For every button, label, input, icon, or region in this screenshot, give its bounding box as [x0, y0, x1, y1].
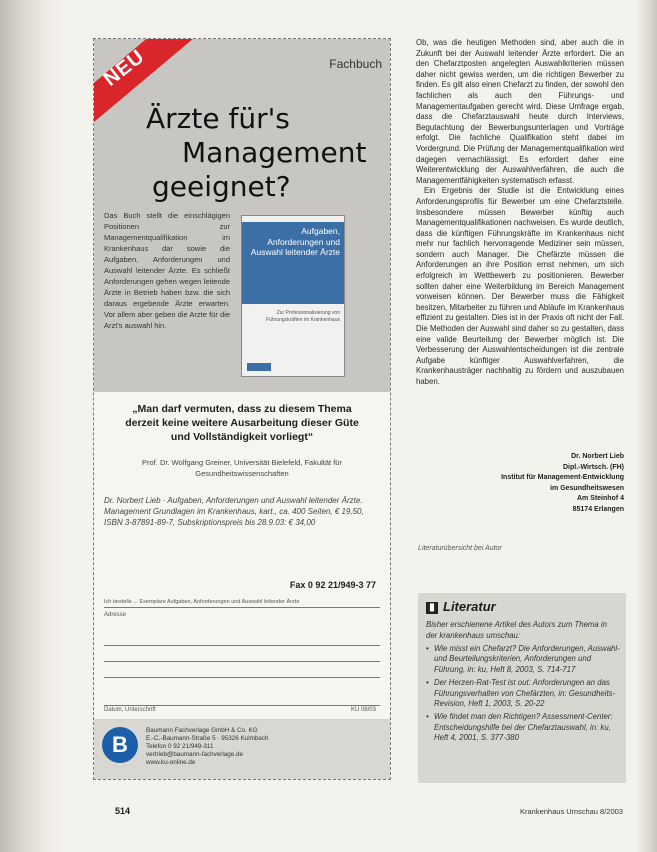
fax-number: Fax 0 92 21/949-3 77 — [289, 580, 376, 590]
form-code: KU 08/03 — [350, 707, 376, 713]
literature-intro: Bisher erschienene Artikel des Autors zum Thema in der krankenhaus umschau: — [426, 620, 607, 640]
literature-note: Literaturübersicht bei Autor — [418, 545, 502, 552]
article-paragraph: Ob, was die heutigen Methoden sind, aber auch die in Zukunft bei der Auswahl leitender Ärzte erfordert. Die an den Chefarztposten angelegten Auswahlkriterien müssen daher nicht gewiss werden, um die richtigen Bewerber zu finden. Es gilt also einen Chefarzt zu finden, der sowohl den fachlichen als auch den Führungs- und Managementaufgaben gerecht wird. Diese Umfrage ergab, dass die Chefarztauswahl heute durch Interviews, Begutachtung der Bewerbungsunterlagen und Vorträge erfolgt. Die fachliche Qualifikation steht dabei im Vordergrund. Die Prüfung der Managementqualifikation wird dagegen vernachlässigt. Es erfordert daher eine Weiterentwicklung der Auswahlverfahren, die auch die Managementfähigkeiten systematisch erfasst. — [416, 38, 624, 185]
page-gutter-right — [635, 0, 657, 852]
review-quote: „Man darf vermuten, dass zu diesem Thema derzeit keine weitere Ausarbeitung dieser Güte und Vollständigkeit vorliegt“ — [125, 403, 359, 443]
cover-publisher-logo — [247, 363, 271, 371]
book-cover-image — [241, 215, 345, 377]
literature-heading-text: Literatur — [443, 599, 496, 614]
signature-line[interactable] — [104, 705, 380, 706]
address-label: Adresse — [104, 612, 127, 618]
order-form-line[interactable] — [104, 607, 380, 608]
literature-heading — [426, 599, 496, 614]
author-city: 85174 Erlangen — [572, 505, 624, 513]
article-body — [416, 38, 624, 388]
cover-title: Aufgaben, Anforderungen und Auswahl leitender Ärzte — [250, 226, 340, 257]
author-name: Dr. Norbert Lieb — [571, 453, 624, 460]
publisher-panel — [94, 719, 390, 779]
publisher-street: E.-C.-Baumann-Straße 5 · 95326 Kulmbach — [146, 735, 269, 742]
quote-source: Prof. Dr. Wolfgang Greiner, Universität Bielefeld, Fakultät für Gesundheitswissenschaften — [142, 458, 342, 478]
publisher-phone: Telefon 0 92 21/949-311 — [146, 743, 214, 750]
publisher-email[interactable]: vertrieb@baumann-fachverlage.de — [146, 751, 244, 758]
article-paragraph: Ein Ergebnis der Studie ist die Entwicklung eines Anforderungsprofils für Bewerber um eine Chefarztstelle. Insbesondere müssen Bewerber künftig auch Managementqualifikationen nachweisen. Es wurde deutlich, dass die künftigen Führungskräfte im Krankenhaus nicht mehr nur fachlich hervorragende Mediziner sein müssen, sondern auch Manager. Die Chefärzte müssen die Anforderungen an ihre Position ernst nehmen, um sich erfolgreich im Wettbewerb zu positionieren. Bewerber sollten daher eine Weiterbildung im Bereich Management vorweisen können. Der Bewerber muss die Fähigkeit besitzen, Mitarbeiter zu führen und Abläufe im Krankenhaus effizient zu gestalten. Dies ist in der Praxis oft nicht der Fall. Die Methoden der Auswahl sind daher so zu gestalten, dass eine valide Beurteilung der Bewerber möglich ist. Die Verbesserung der Auswahlentscheidungen ist die zentrale Aufgabe künftiger Auswahlverfahren, die Krankenhausträger nachhaltig zu fördern und auszubauen haben. — [416, 186, 624, 386]
publisher-address — [146, 727, 376, 767]
page-gutter-left — [0, 0, 62, 852]
literature-item: • Wie misst ein Chefarzt? Die Anforderungen, Auswahl- und Beurteilungskriterien, Anforderungen und Führung, in: ku, Heft 8, 2003, S. 714-717 — [426, 644, 620, 675]
signature-label: Datum, Unterschrift — [104, 707, 156, 713]
headline-line-1: Ärzte für's — [146, 102, 290, 135]
order-form-text: Ich bestelle ... Exemplare Aufgaben, Anforderungen und Auswahl leitender Ärzte — [104, 599, 300, 605]
literature-item: • Wie findet man den Richtigen? Assessment-Center: Entscheidungshilfe bei der Chefarztauswahl, in: ku, Heft 4, 2001, S. 377-380 — [426, 712, 620, 743]
headline-line-2: Management — [182, 136, 367, 169]
address-line-2[interactable] — [104, 661, 380, 662]
author-street: Am Steinhof 4 — [576, 495, 624, 502]
category-label: Fachbuch — [329, 57, 382, 71]
publisher-website[interactable]: www.ku-online.de — [146, 759, 196, 766]
publisher-name: Baumann Fachverlage GmbH & Co. KG — [146, 727, 258, 734]
address-line-3[interactable] — [104, 677, 380, 678]
headline-line-3: geeignet? — [152, 170, 291, 203]
page-number: 514 — [115, 806, 131, 816]
book-icon: ▮ — [426, 602, 438, 614]
book-advertisement — [93, 38, 391, 780]
cover-subtitle: Zur Professionalisierung von Führungskräften im Krankenhaus — [266, 310, 340, 323]
journal-footer: Krankenhaus Umschau 8/2003 — [520, 807, 623, 816]
author-title: Dipl.-Wirtsch. (FH) — [563, 463, 624, 471]
author-institute-2: im Gesundheitswesen — [550, 484, 624, 492]
order-info: Dr. Norbert Lieb · Aufgaben, Anforderungen und Auswahl leitender Ärzte. Management Grundlagen im Krankenhaus, kart., ca. 400 Seiten, € 19,50, ISBN 3-87891-89-7, Subskriptionspreis bis 28.9.03: € 34,00 — [104, 496, 364, 527]
literature-box — [418, 593, 626, 783]
literature-item: • Der Herzen-Rat-Test ist out: Anforderungen an das Führungsverhalten von Chefärzten, in: Gesundheits-Revision, Heft 1, 2003, S. 20-22 — [426, 678, 620, 709]
ad-blurb: Das Buch stellt die einschlägigen Positionen zur Managementqualifikation im Krankenhaus dar sowie die Aufgaben, Anforderungen und Auswahl leitender Ärzte. Es schließt Anforderungen gehen wegen leitende Ärzte in Betrieb haben bzw. die sich daraus ergebende Ärzte erwarten. Vor allem aber geben die Arzte für die Arzt's auswahl hin. — [104, 211, 230, 330]
literature-list — [426, 644, 620, 747]
publisher-logo-icon: B — [102, 727, 138, 763]
author-block — [501, 452, 624, 515]
address-line-1[interactable] — [104, 645, 380, 646]
new-badge: NEU — [99, 45, 149, 91]
author-institute: Institut für Management-Entwicklung — [501, 474, 624, 481]
